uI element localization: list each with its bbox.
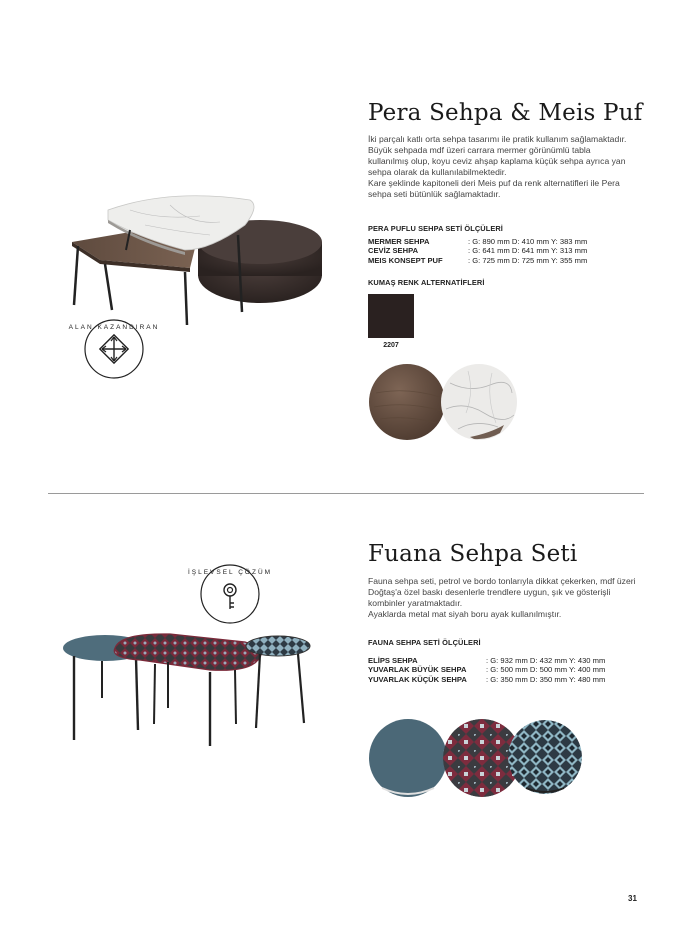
table-row [368, 656, 605, 665]
badge-text: İŞLEVSEL ÇÖZÜM [187, 569, 273, 576]
paragraph: Fauna sehpa seti, petrol ve bordo tonlarıyla dikkat çekerken, mdf üzeri Doğtaş'a özel baskı desenlerle trendlere uygun, şık ve gösterişli kombinler yaratmaktadır. [368, 576, 636, 608]
fauna-dims-table [368, 656, 605, 684]
fauna-title: Fuana Sehpa Seti [368, 541, 578, 567]
fabric-heading: KUMAŞ RENK ALTERNATİFLERİ [368, 278, 485, 287]
badge-text: ALAN KAZANDIRAN [68, 324, 160, 331]
petrol-pattern-sample [506, 718, 584, 796]
dim-name: MEIS KONSEPT PUF [368, 255, 443, 265]
table-row [368, 256, 587, 265]
fauna-product-image [60, 628, 315, 748]
table-row [368, 246, 587, 255]
page-number: 31 [628, 894, 637, 903]
dim-value: : G: 932 mm D: 432 mm Y: 430 mm [486, 656, 606, 665]
pera-description [368, 134, 633, 200]
fauna-description [368, 576, 638, 620]
fabric-swatch [368, 294, 414, 338]
dim-name: YUVARLAK KÜÇÜK SEHPA [368, 674, 467, 684]
dim-name: MERMER SEHPA [368, 237, 430, 246]
paragraph: Kare şeklinde kapitoneli deri Meis puf da renk alternatifleri ile Pera sehpa seti bütünlük sağlamaktadır. [368, 178, 620, 199]
dim-value: : G: 350 mm D: 350 mm Y: 480 mm [486, 674, 606, 684]
petrol-sample [368, 718, 448, 798]
pera-dims-heading: PERA PUFLU SEHPA SETİ ÖLÇÜLERİ [368, 224, 503, 233]
paragraph: Büyük sehpada mdf üzeri carrara mermer görünümlü tabla kullanılmış olup, koyu ceviz ahşap kaplama küçük sehpa ayrıca yan sehpa olarak da kullanılabilmektedir. [368, 145, 626, 177]
dim-value: : G: 890 mm D: 410 mm Y: 383 mm [468, 237, 588, 246]
fabric-swatch-code: 2207 [383, 342, 399, 349]
pera-dims-table [368, 237, 587, 265]
fauna-dims-heading: FAUNA SEHPA SETİ ÖLÇÜLERİ [368, 638, 481, 647]
walnut-sample [368, 363, 446, 441]
section-divider [48, 493, 644, 494]
islevsel-cozum-badge [187, 563, 273, 625]
pera-title: Pera Sehpa & Meis Puf [368, 100, 643, 126]
pera-product-image [60, 180, 335, 330]
paragraph: Ayaklarda metal mat siyah boru ayak kullanılmıştır. [368, 609, 562, 619]
table-row [368, 665, 605, 674]
alan-kazandiran-badge [68, 318, 160, 380]
dim-value: : G: 725 mm D: 725 mm Y: 355 mm [468, 255, 588, 265]
dim-value: : G: 500 mm D: 500 mm Y: 400 mm [486, 665, 606, 675]
table-row [368, 675, 605, 684]
paragraph: İki parçalı katlı orta sehpa tasarımı ile pratik kullanım sağlamaktadır. [368, 134, 627, 144]
dim-name: CEVİZ SEHPA [368, 246, 419, 256]
table-row [368, 237, 587, 246]
dim-name: YUVARLAK BÜYÜK SEHPA [368, 665, 467, 675]
dim-name: ELİPS SEHPA [368, 656, 418, 665]
dim-value: : G: 641 mm D: 641 mm Y: 313 mm [468, 246, 588, 256]
marble-sample [440, 363, 518, 441]
